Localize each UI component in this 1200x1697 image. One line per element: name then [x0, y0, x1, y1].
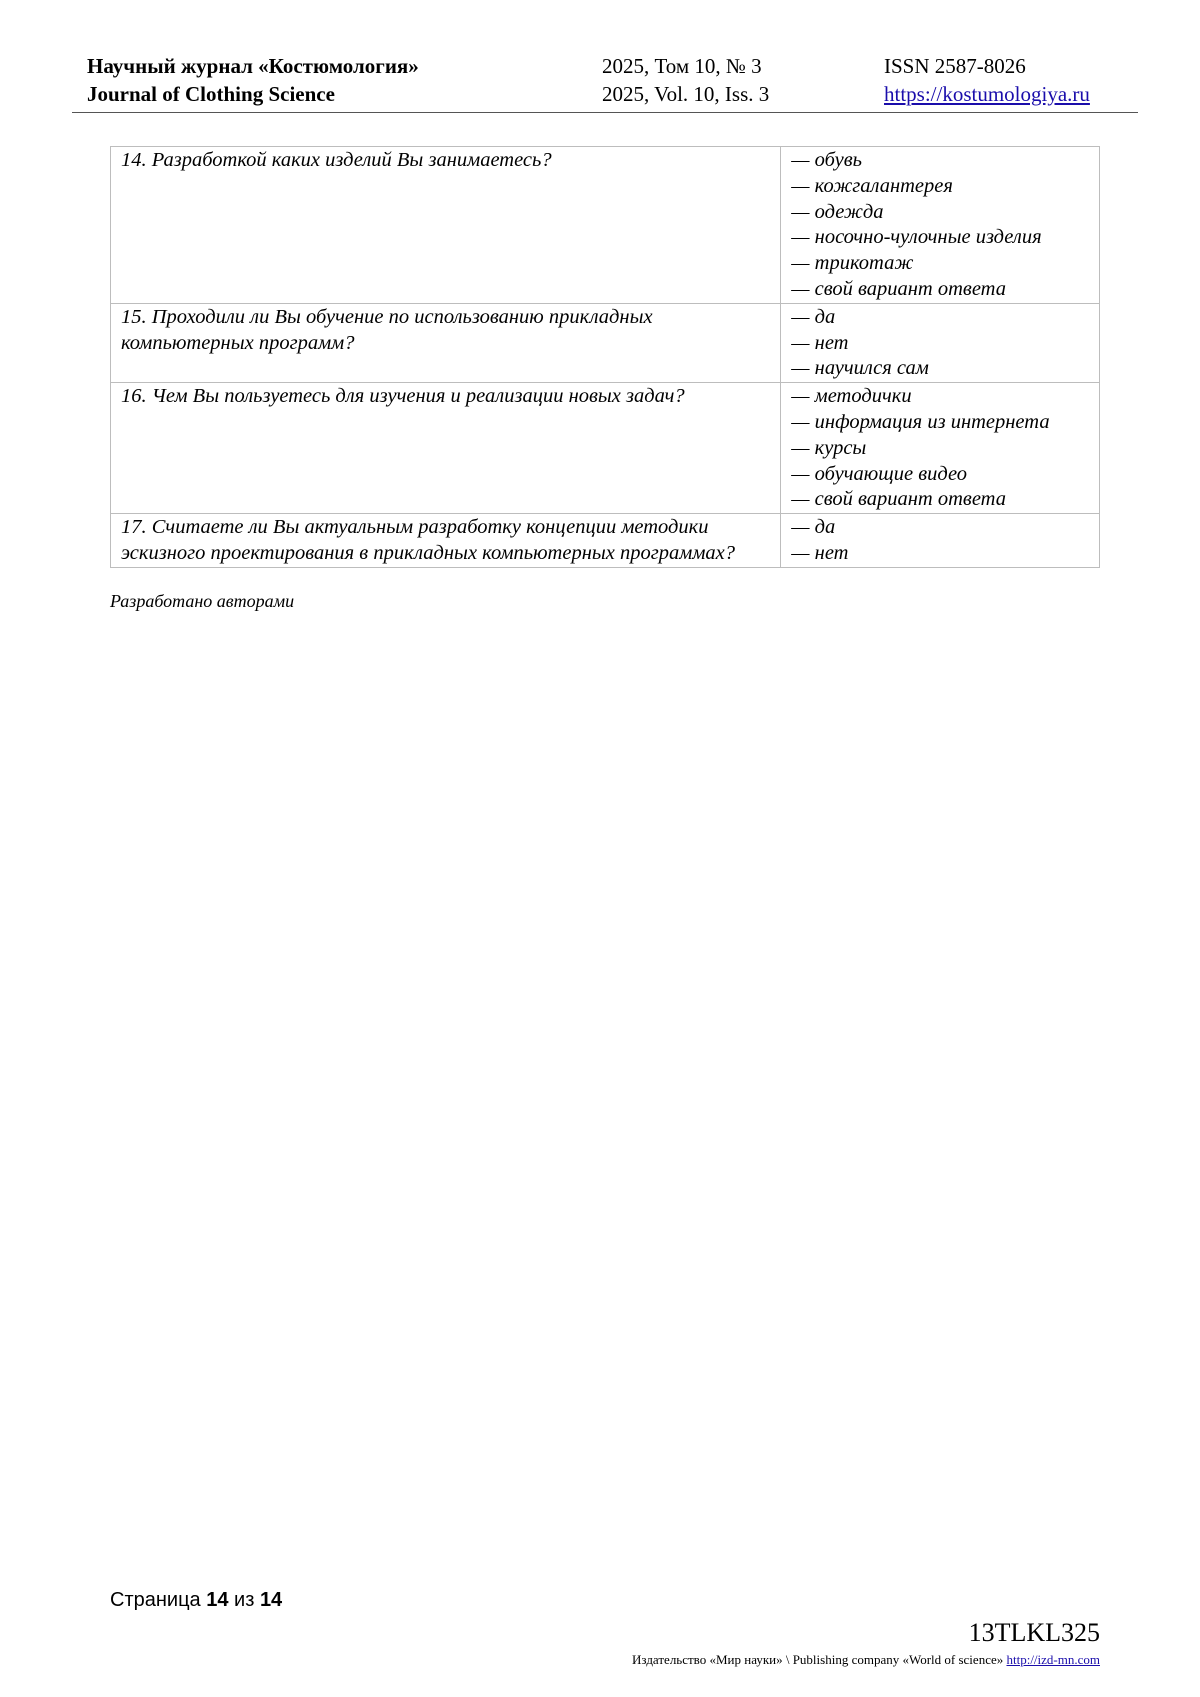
of-word: из — [234, 1589, 255, 1611]
answer-option: — курсы — [791, 436, 867, 459]
answer-option: — трикотаж — [791, 252, 914, 275]
journal-site-link[interactable]: https://kostumologiya.ru — [884, 82, 1090, 106]
answer-option: — информация из интернета — [791, 410, 1050, 433]
answers-cell — [781, 514, 1100, 568]
table-source-note: Разработано авторами — [110, 591, 295, 611]
page-current: 14 — [206, 1589, 229, 1611]
journal-title-block — [87, 52, 419, 108]
journal-title-en: Journal of Clothing Science — [87, 82, 335, 106]
table-row — [111, 383, 1100, 514]
issn: ISSN 2587-8026 — [884, 54, 1026, 78]
table-row — [111, 514, 1100, 568]
page-word: Страница — [110, 1589, 201, 1611]
journal-title-ru: Научный журнал «Костюмология» — [87, 54, 419, 78]
question-cell: 17. Считаете ли Вы актуальным разработку концепции методики эскизного проектирования в прикладных компьютерных программах? — [111, 514, 781, 568]
publisher-text: Издательство «Мир науки» \ Publishing company «World of science» — [632, 1652, 1004, 1667]
answer-option: — да — [791, 516, 836, 539]
answer-option: — свой вариант ответа — [791, 277, 1006, 300]
survey-table — [110, 146, 1100, 568]
answers-cell — [781, 303, 1100, 382]
answer-option: — научился сам — [791, 357, 929, 380]
answers-cell — [781, 383, 1100, 514]
answer-option: — носочно-чулочные изделия — [791, 226, 1042, 249]
page-total: 14 — [259, 1589, 283, 1611]
answer-option: — одежда — [791, 200, 884, 223]
issn-block — [884, 52, 1090, 108]
article-code: 13TLKL325 — [968, 1618, 1100, 1647]
question-cell: 15. Проходили ли Вы обучение по использованию прикладных компьютерных программ? — [111, 303, 781, 382]
page-counter — [110, 1587, 282, 1613]
question-cell: 14. Разработкой каких изделий Вы занимаетесь? — [111, 147, 781, 304]
table-row — [111, 303, 1100, 382]
issue-ru: 2025, Том 10, № 3 — [602, 54, 762, 78]
answer-option: — свой вариант ответа — [791, 488, 1006, 511]
answer-option: — обувь — [791, 149, 862, 171]
page-header — [72, 52, 1138, 113]
issue-en: 2025, Vol. 10, Iss. 3 — [602, 82, 770, 106]
issue-block — [602, 52, 769, 108]
answers-cell — [781, 147, 1100, 304]
survey-table-body — [111, 147, 1100, 568]
table-row — [111, 147, 1100, 304]
answer-option: — нет — [791, 541, 849, 564]
answer-option: — кожгалантерея — [791, 174, 953, 197]
answer-option: — методички — [791, 385, 912, 408]
answer-option: — да — [791, 305, 836, 328]
answer-option: — обучающие видео — [791, 462, 968, 485]
publisher-link[interactable]: http://izd-mn.com — [1006, 1652, 1100, 1667]
question-cell: 16. Чем Вы пользуетесь для изучения и реализации новых задач? — [111, 383, 781, 514]
publisher-footer — [632, 1652, 1100, 1668]
answer-option: — нет — [791, 331, 849, 354]
